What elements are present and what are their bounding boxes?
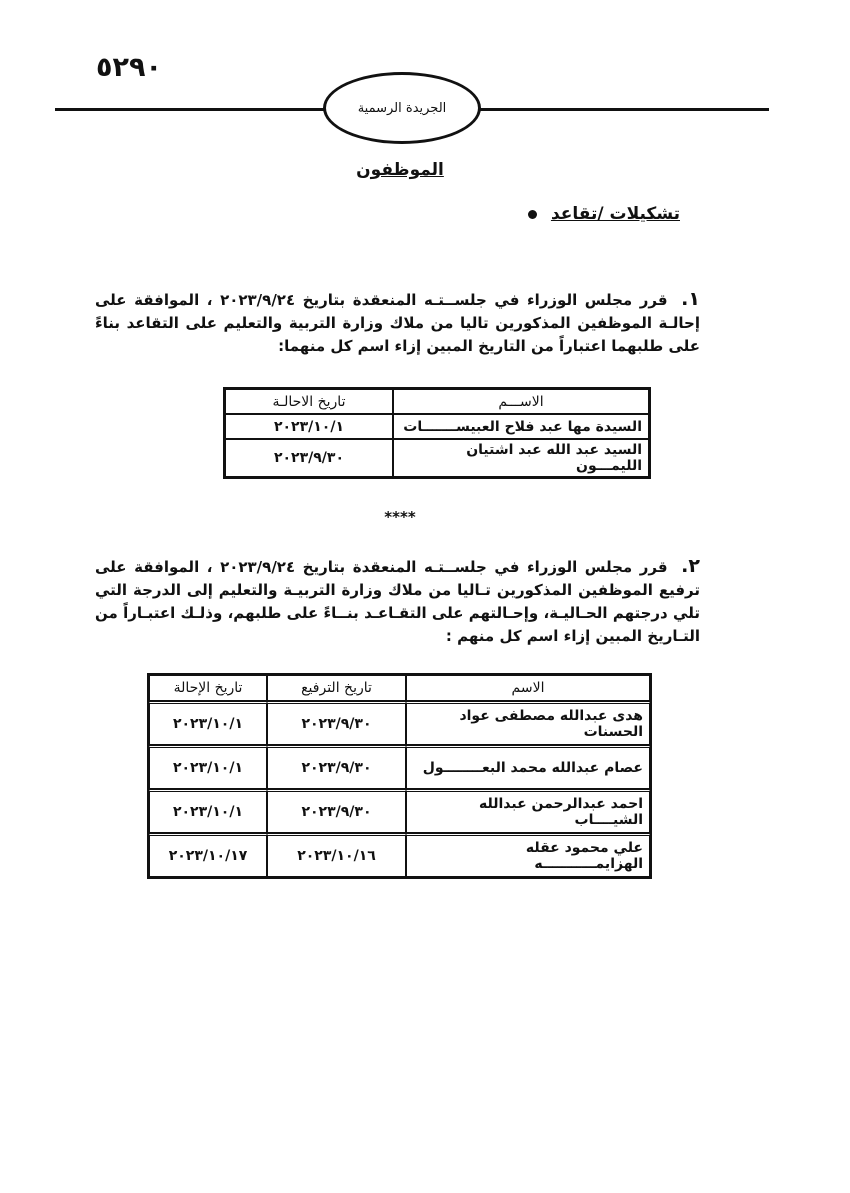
cell-name: احمد عبدالرحمن عبدالله الشيــــاب <box>406 789 650 833</box>
cell-name: عصام عبدالله محمد البعــــــــول <box>406 745 650 789</box>
cell-name: هدى عبدالله مصطفى عواد الحسنات <box>406 701 650 745</box>
column-header-name: الاسم <box>406 675 650 701</box>
column-header-name: الاســـم <box>393 389 649 414</box>
cell-retirement-date: ٢٠٢٣/١٠/١ <box>149 701 267 745</box>
table-row <box>149 789 650 833</box>
table-row <box>149 701 650 745</box>
table-row <box>149 745 650 789</box>
cell-promotion-date: ٢٠٢٣/٩/٣٠ <box>267 745 406 789</box>
section-title: الموظفون <box>356 160 444 180</box>
cell-retirement-date: ٢٠٢٣/١٠/١ <box>149 745 267 789</box>
gazette-oval <box>323 72 481 144</box>
column-header-promotion-date: تاريخ الترفيع <box>267 675 406 701</box>
table-header-row <box>149 675 650 701</box>
cell-name: السيدة مها عبد فلاح العبيســـــــات <box>393 414 649 439</box>
item1-number: ١. <box>681 288 700 310</box>
subsection-title: تشكيلات /تقاعد <box>550 204 680 224</box>
cell-retirement-date: ٢٠٢٣/١٠/١ <box>225 414 393 439</box>
table-row <box>225 439 649 477</box>
page-number: ٥٢٩٠ <box>96 52 162 83</box>
item1-text: قرر مجلس الوزراء في جلســتـه المنعقدة بتاريخ ٢٠٢٣/٩/٢٤ ، الموافقة على إحالـة الموظفين المذكورين تاليا من ملاك وزارة التربية والتعليم على التقاعد بناءً على طلبهما اعتباراً من التاريخ المبين إزاء اسم كل منهما: <box>95 291 700 355</box>
column-header-retirement-date: تاريخ الاحالـة <box>225 389 393 414</box>
separator-stars: **** <box>384 508 416 526</box>
bullet-icon <box>528 210 537 219</box>
item2-text: قرر مجلس الوزراء في جلســتـه المنعقدة بتاريخ ٢٠٢٣/٩/٢٤ ، الموافقة على ترفيع الموظفين المذكورين تـاليا من ملاك وزارة التربيـة والتعليم إلى الدرجة التي تلي درجتهم الحـاليـة، وإحـالتهم على التقـاعـد بنــاءً على طلبهم، وذلـك اعتبـاراً من التـاريخ المبين إزاء اسم كل منهم : <box>95 558 700 645</box>
cell-promotion-date: ٢٠٢٣/٩/٣٠ <box>267 701 406 745</box>
cell-retirement-date: ٢٠٢٣/١٠/١ <box>149 789 267 833</box>
retirement-table <box>223 387 651 479</box>
cell-promotion-date: ٢٠٢٣/١٠/١٦ <box>267 833 406 877</box>
cell-promotion-date: ٢٠٢٣/٩/٣٠ <box>267 789 406 833</box>
subsection-heading <box>528 204 680 224</box>
table-header-row <box>225 389 649 414</box>
cell-name: علي محمود عقله الهزايمـــــــــــه <box>406 833 650 877</box>
cell-retirement-date: ٢٠٢٣/١٠/١٧ <box>149 833 267 877</box>
item1-paragraph <box>95 288 700 358</box>
table-row <box>149 833 650 877</box>
table-row <box>225 414 649 439</box>
item2-paragraph <box>95 555 700 648</box>
promotion-retirement-table <box>147 673 652 879</box>
cell-retirement-date: ٢٠٢٣/٩/٣٠ <box>225 439 393 477</box>
item2-number: ٢. <box>681 555 700 577</box>
gazette-label: الجريدة الرسمية <box>357 100 447 116</box>
column-header-retirement-date: تاريخ الإحالة <box>149 675 267 701</box>
cell-name: السيد عبد الله عبد اشتيان الليمـــون <box>393 439 649 477</box>
